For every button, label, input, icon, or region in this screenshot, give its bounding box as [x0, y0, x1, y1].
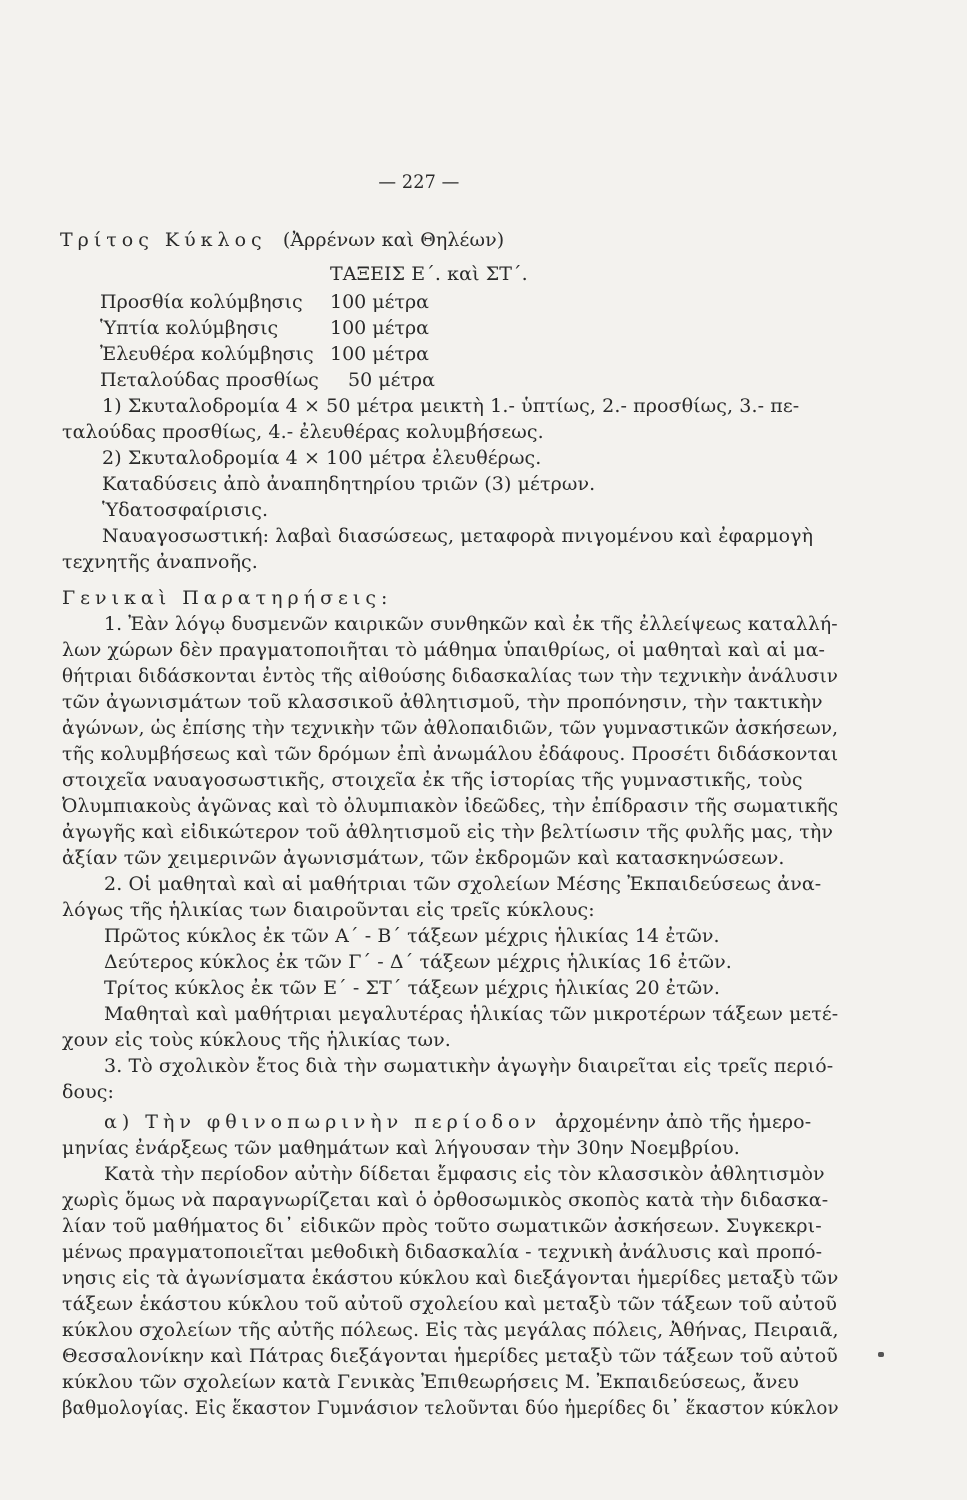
- text-line: τῆς κολυμβήσεως καὶ τῶν δρόμων ἐπὶ ἀνωμάλου ἐδάφους. Προσέτι διδάσκονται: [62, 743, 839, 765]
- text-line: τῶν ἀγωνισμάτων τοῦ κλασσικοῦ ἀθλητισμοῦ, τὴν προπόνησιν, τὴν τακτικὴν: [62, 691, 823, 713]
- event-name: Ὑπτία κολύμβησις: [100, 317, 279, 339]
- text-line: ἀγωγῆς καὶ εἰδικώτερον τοῦ ἀθλητισμοῦ εἰς τὴν βελτίωσιν τῆς φυλῆς μας, τὴν: [62, 821, 834, 843]
- text-line: 1) Σκυταλοδρομία 4 × 50 μέτρα μεικτὴ 1.- ὑπτίως, 2.- προσθίως, 3.- πε-: [102, 395, 800, 417]
- text-line: λων χώρων δὲν πραγματοποιῆται τὸ μάθημα ὑπαιθρίως, οἱ μαθηταὶ καὶ αἱ μα-: [62, 639, 826, 661]
- period-a-label: α) Τὴν φθινοπωρινὴν περίοδον: [104, 1111, 542, 1133]
- page-number: — 227 —: [378, 171, 460, 193]
- text-line: Κατὰ τὴν περίοδον αὐτὴν δίδεται ἔμφασις εἰς τὸν κλασσικὸν ἀθλητισμὸν: [104, 1163, 825, 1185]
- event-distance: 50 μέτρα: [348, 369, 435, 391]
- text-line: κύκλου τῶν σχολείων κατὰ Γενικὰς Ἐπιθεωρήσεις Μ. Ἐκπαιδεύσεως, ἄνευ: [62, 1371, 799, 1393]
- section-subtitle: (Ἀρρένων καὶ Θηλέων): [282, 229, 505, 251]
- text-line: ἀξίαν τῶν χειμερινῶν ἀγωνισμάτων, τῶν ἐκδρομῶν καὶ κατασκηνώσεων.: [62, 847, 785, 869]
- text-line: στοιχεῖα ναυαγοσωστικῆς, στοιχεῖα ἐκ τῆς ἱστορίας τῆς γυμναστικῆς, τοὺς: [62, 769, 803, 791]
- text-line: 2) Σκυταλοδρομία 4 × 100 μέτρα ἐλευθέρως.: [102, 447, 542, 469]
- text-line: Τρίτος κύκλος ἐκ τῶν Ε΄ - ΣΤ΄ τάξεων μέχρις ἡλικίας 20 ἐτῶν.: [104, 977, 721, 999]
- event-name: Ἐλευθέρα κολύμβησις: [100, 343, 314, 365]
- text-line: θήτριαι διδάσκονται ἐντὸς τῆς αἰθούσης διδασκαλίας των τὴν τεχνικὴν ἀνάλυσιν: [62, 665, 838, 687]
- period-a-rest: ἀρχομένην ἀπὸ τῆς ἡμερο-: [555, 1111, 812, 1133]
- text-line: βαθμολογίας. Εἰς ἕκαστον Γυμνάσιον τελοῦνται δύο ἡμερίδες δι᾽ ἕκαστον κύκλον: [62, 1397, 839, 1419]
- text-line: τάξεων ἑκάστου κύκλου τοῦ αὐτοῦ σχολείου καὶ μεταξὺ τῶν τάξεων τοῦ αὐτοῦ: [62, 1293, 837, 1315]
- text-line: Δεύτερος κύκλος ἐκ τῶν Γ΄ - Δ΄ τάξεων μέχρις ἡλικίας 16 ἐτῶν.: [104, 951, 732, 973]
- text-line: νησις εἰς τὰ ἀγωνίσματα ἑκάστου κύκλου καὶ διεξάγονται ἡμερίδες μεταξὺ τῶν: [62, 1267, 839, 1289]
- event-distance: 100 μέτρα: [330, 343, 430, 365]
- event-distance: 100 μέτρα: [330, 291, 430, 313]
- text-line: λίαν τοῦ μαθήματος δι᾽ εἰδικῶν πρὸς τοῦτο σωματικῶν ἀσκήσεων. Συγκεκρι-: [62, 1215, 822, 1237]
- text-line: λόγως τῆς ἡλικίας των διαιροῦνται εἰς τρεῖς κύκλους:: [62, 899, 595, 921]
- text-line: μένως πραγματοποιεῖται μεθοδικὴ διδασκαλία - τεχνικὴ ἀνάλυσις καὶ προπό-: [62, 1241, 823, 1263]
- text-line: ταλούδας προσθίως, 4.- ἐλευθέρας κολυμβήσεως.: [62, 421, 544, 443]
- text-line: Ὀλυμπιακοὺς ἀγῶνας καὶ τὸ ὀλυμπιακὸν ἰδεῶδες, τὴν ἐπίδρασιν τῆς σωματικῆς: [62, 795, 839, 817]
- text-line: δους:: [62, 1081, 114, 1103]
- ink-speck: [878, 1352, 884, 1357]
- text-line: 1. Ἐὰν λόγῳ δυσμενῶν καιρικῶν συνθηκῶν καὶ ἐκ τῆς ἐλλείψεως καταλλή-: [104, 613, 838, 635]
- event-distance: 100 μέτρα: [330, 317, 430, 339]
- text-line: Καταδύσεις ἀπὸ ἀναπηδητηρίου τριῶν (3) μέτρων.: [102, 473, 596, 495]
- text-line: Μαθηταὶ καὶ μαθήτριαι μεγαλυτέρας ἡλικίας τῶν μικροτέρων τάξεων μετέ-: [104, 1003, 839, 1025]
- text-line: τεχνητῆς ἀναπνοῆς.: [62, 551, 258, 573]
- text-line: Θεσσαλονίκην καὶ Πάτρας διεξάγονται ἡμερίδες μεταξὺ τῶν τάξεων τοῦ αὐτοῦ: [62, 1345, 838, 1367]
- section-title: Τρίτος Κύκλος: [60, 229, 267, 251]
- event-name: Πεταλούδας προσθίως: [100, 369, 319, 391]
- text-line: χωρὶς ὅμως νὰ παραγνωρίζεται καὶ ὁ ὀρθοσωμικὸς σκοπὸς κατὰ τὴν διδασκα-: [62, 1189, 829, 1211]
- text-line: Πρῶτος κύκλος ἐκ τῶν Α΄ - Β΄ τάξεων μέχρις ἡλικίας 14 ἐτῶν.: [104, 925, 720, 947]
- text-line: μηνίας ἐνάρξεως τῶν μαθημάτων καὶ λήγουσαν τὴν 30ην Νοεμβρίου.: [62, 1137, 740, 1159]
- text-line: Ὑδατοσφαίρισις.: [102, 499, 269, 521]
- text-line: 3. Τὸ σχολικὸν ἔτος διὰ τὴν σωματικὴν ἀγωγὴν διαιρεῖται εἰς τρεῖς περιό-: [104, 1055, 834, 1077]
- text-line: 2. Οἱ μαθηταὶ καὶ αἱ μαθήτριαι τῶν σχολείων Μέσης Ἐκπαιδεύσεως ἀνα-: [104, 873, 822, 895]
- text-line: Ναυαγοσωστική: λαβαὶ διασώσεως, μεταφορὰ πνιγομένου καὶ ἐφαρμογὴ: [102, 525, 814, 547]
- event-name: Προσθία κολύμβησις: [100, 291, 303, 313]
- general-heading: Γενικαὶ Παρατηρήσεις:: [62, 587, 393, 609]
- period-a-line: [104, 1110, 811, 1134]
- text-line: κύκλου σχολείων τῆς αὐτῆς πόλεως. Εἰς τὰς μεγάλας πόλεις, Ἀθήνας, Πειραιᾶ,: [62, 1319, 839, 1341]
- text-line: χουν εἰς τοὺς κύκλους τῆς ἡλικίας των.: [62, 1029, 451, 1051]
- section-heading: [60, 228, 504, 252]
- classes-heading: ΤΑΞΕΙΣ Ε΄. καὶ ΣΤ΄.: [330, 263, 528, 285]
- text-line: ἀγώνων, ὡς ἐπίσης τὴν τεχνικὴν τῶν ἀθλοπαιδιῶν, τῶν γυμναστικῶν ἀσκήσεων,: [62, 717, 839, 739]
